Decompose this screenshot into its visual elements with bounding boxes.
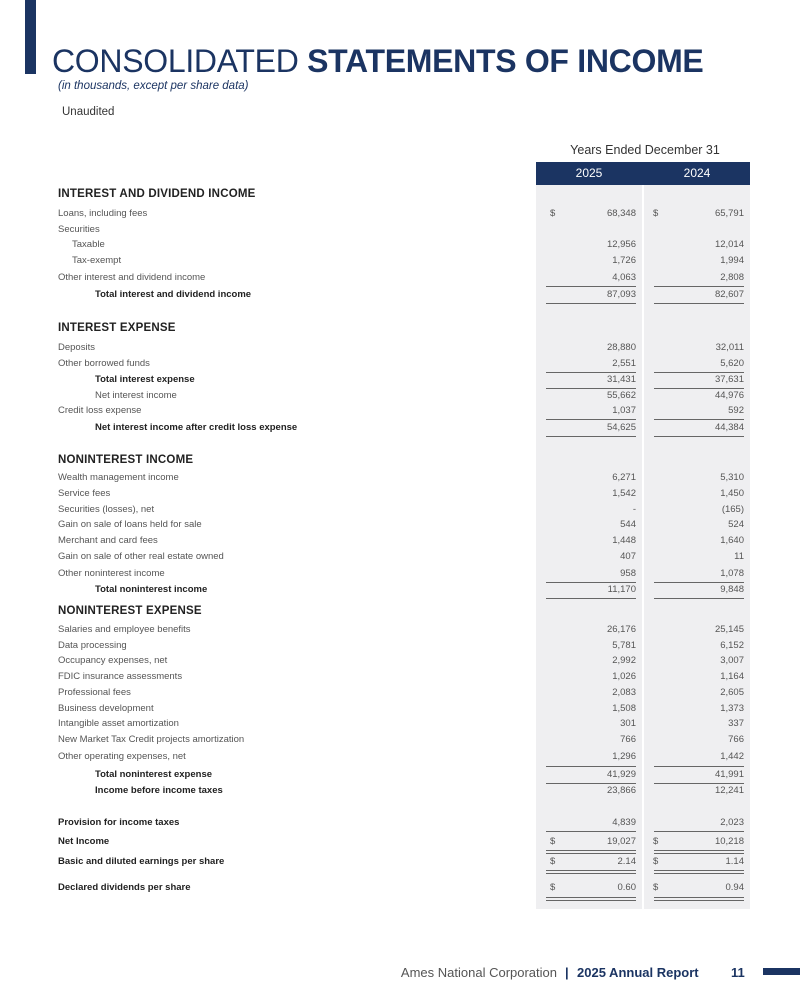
- table-row: [0, 470, 800, 486]
- row-label: New Market Tax Credit projects amortization: [58, 734, 245, 745]
- table-row: [0, 622, 800, 638]
- value-2025: 4,063: [612, 272, 636, 283]
- value-2024: 82,607: [714, 289, 744, 300]
- value-2025: 68,348: [606, 208, 636, 219]
- value-2024: 6,152: [720, 640, 744, 651]
- table-row: [0, 566, 800, 582]
- dollar-sign: $: [550, 856, 556, 867]
- value-2025: 1,508: [612, 703, 636, 714]
- value-2024: 11: [734, 551, 744, 562]
- value-2024: 524: [728, 519, 744, 530]
- row-label: Income before income taxes: [95, 785, 223, 796]
- table-row: [0, 206, 800, 222]
- subtotal-rule: [546, 831, 636, 832]
- row-label: Merchant and card fees: [58, 535, 158, 546]
- value-2024: 0.94: [725, 882, 744, 893]
- table-row: [0, 533, 800, 549]
- value-2024: 41,991: [714, 769, 744, 780]
- value-2024: 1,442: [720, 751, 744, 762]
- value-2025: 12,956: [606, 239, 636, 250]
- row-label: Securities (losses), net: [58, 504, 155, 515]
- table-row: [0, 685, 800, 701]
- double-rule: [546, 870, 636, 874]
- value-2025: 6,271: [612, 472, 636, 483]
- value-2024: 32,011: [715, 342, 744, 353]
- table-row: [0, 222, 800, 238]
- value-2025: 19,027: [606, 836, 636, 847]
- table-row: [0, 732, 800, 748]
- value-2024: 2,605: [720, 687, 744, 698]
- total-row: [0, 783, 800, 799]
- value-2025: 28,880: [606, 342, 636, 353]
- value-2025: 5,781: [612, 640, 636, 651]
- double-rule: [546, 897, 636, 901]
- row-label: Gain on sale of loans held for sale: [58, 519, 202, 530]
- total-row: [0, 372, 800, 388]
- row-label: Declared dividends per share: [58, 882, 191, 893]
- double-rule: [654, 897, 744, 901]
- dollar-sign: $: [550, 836, 556, 847]
- total-row: [0, 287, 800, 303]
- column-header-2024: 2024: [683, 166, 711, 180]
- value-2025: 2,083: [612, 687, 636, 698]
- value-2024: 2,023: [720, 817, 744, 828]
- row-label: Total interest expense: [95, 374, 195, 385]
- value-2024: 1,078: [720, 568, 744, 579]
- footer-separator: |: [565, 965, 569, 980]
- table-row: [0, 638, 800, 654]
- value-2025: 2,992: [612, 655, 636, 666]
- value-2025: 1,037: [612, 405, 636, 416]
- table-row: [0, 356, 800, 372]
- total-rule: [546, 303, 636, 304]
- value-2025: 958: [620, 568, 636, 579]
- section-heading: INTEREST AND DIVIDEND INCOME: [58, 188, 256, 200]
- table-row: [0, 517, 800, 533]
- row-label: Intangible asset amortization: [58, 718, 179, 729]
- row-label: Deposits: [58, 342, 95, 353]
- value-2024: 1,640: [720, 535, 744, 546]
- value-2025: 31,431: [606, 374, 636, 385]
- total-rule: [546, 598, 636, 599]
- row-label: Other interest and dividend income: [58, 272, 206, 283]
- table-row: [0, 270, 800, 286]
- value-2024: 3,007: [720, 655, 744, 666]
- table-row: [0, 253, 800, 269]
- page-number: 11: [731, 965, 745, 980]
- row-label: Other borrowed funds: [58, 358, 150, 369]
- value-2025: 2,551: [612, 358, 636, 369]
- table-row: [0, 388, 800, 404]
- row-label: Loans, including fees: [58, 208, 148, 219]
- value-2024: 25,145: [714, 624, 744, 635]
- value-2025: 41,929: [606, 769, 636, 780]
- value-2025: 2.14: [617, 856, 636, 867]
- row-label: Business development: [58, 703, 154, 714]
- table-row: [0, 854, 800, 870]
- row-label: Net interest income after credit loss expense: [95, 422, 298, 433]
- value-2025: 87,093: [606, 289, 636, 300]
- value-2024: 9,848: [720, 584, 744, 595]
- table-row: [0, 403, 800, 419]
- value-2025: 54,625: [606, 422, 636, 433]
- value-2024: 337: [728, 718, 744, 729]
- value-2024: 12,014: [714, 239, 744, 250]
- section-heading: NONINTEREST EXPENSE: [58, 605, 202, 617]
- table-row: [0, 716, 800, 732]
- row-label: Net interest income: [95, 390, 177, 401]
- value-2025: 23,866: [606, 785, 636, 796]
- value-2024: 37,631: [714, 374, 744, 385]
- section-heading: NONINTEREST INCOME: [58, 454, 194, 466]
- title-bold: STATEMENTS OF INCOME: [307, 43, 704, 79]
- value-2024: (165): [721, 504, 744, 515]
- value-2025: -: [632, 504, 636, 515]
- row-label: Provision for income taxes: [58, 817, 180, 828]
- row-label: Other noninterest income: [58, 568, 165, 579]
- value-2024: 1,164: [720, 671, 744, 682]
- value-2025: 1,026: [612, 671, 636, 682]
- column-header: [536, 162, 750, 185]
- table-row: [0, 815, 800, 831]
- subtotal-rule: [654, 831, 744, 832]
- value-2025: 1,296: [612, 751, 636, 762]
- value-2025: 1,542: [612, 488, 636, 499]
- value-2024: 1,373: [720, 703, 744, 714]
- row-label: Other operating expenses, net: [58, 751, 186, 762]
- value-2024: 5,310: [720, 472, 744, 483]
- page-title: [52, 43, 703, 79]
- table-row: [0, 701, 800, 717]
- page-footer: [0, 965, 800, 983]
- footer-company: Ames National Corporation: [400, 965, 557, 980]
- dollar-sign: $: [653, 882, 659, 893]
- value-2025: 1,726: [612, 255, 636, 266]
- row-label: Salaries and employee benefits: [58, 624, 191, 635]
- row-label: Total noninterest income: [95, 584, 208, 595]
- value-2024: 2,808: [720, 272, 744, 283]
- total-rule: [546, 436, 636, 437]
- table-row: [0, 653, 800, 669]
- table-row: [0, 549, 800, 565]
- table-row: [0, 749, 800, 765]
- value-2025: 26,176: [606, 624, 636, 635]
- dollar-sign: $: [550, 882, 556, 893]
- row-label: Securities: [58, 224, 100, 235]
- dollar-sign: $: [550, 208, 556, 219]
- value-2024: 5,620: [720, 358, 744, 369]
- footer-accent-bar: [763, 968, 800, 975]
- row-label: Professional fees: [58, 687, 131, 698]
- row-label: Basic and diluted earnings per share: [58, 856, 225, 867]
- row-label: FDIC insurance assessments: [58, 671, 183, 682]
- unaudited-label: Unaudited: [62, 106, 115, 118]
- section-heading: INTEREST EXPENSE: [58, 322, 176, 334]
- double-rule: [654, 870, 744, 874]
- value-2024: 1,994: [720, 255, 744, 266]
- row-label: Credit loss expense: [58, 405, 142, 416]
- value-2025: 766: [620, 734, 636, 745]
- total-row: [0, 834, 800, 850]
- row-label: Taxable: [72, 239, 105, 250]
- value-2025: 544: [620, 519, 636, 530]
- total-rule: [654, 303, 744, 304]
- table-row: [0, 880, 800, 896]
- title-accent-bar: [25, 0, 36, 74]
- value-2024: 766: [728, 734, 744, 745]
- row-label: Total interest and dividend income: [95, 289, 252, 300]
- value-2024: 44,976: [714, 390, 744, 401]
- table-row: [0, 486, 800, 502]
- row-label: Tax-exempt: [72, 255, 122, 266]
- value-2025: 55,662: [606, 390, 636, 401]
- dollar-sign: $: [653, 836, 659, 847]
- row-label: Net Income: [58, 836, 110, 847]
- value-2024: 44,384: [714, 422, 744, 433]
- row-label: Gain on sale of other real estate owned: [58, 551, 224, 562]
- value-2025: 4,839: [612, 817, 636, 828]
- total-rule: [654, 436, 744, 437]
- value-2024: 1.14: [725, 856, 744, 867]
- value-2025: 1,448: [612, 535, 636, 546]
- footer-report-title: 2025 Annual Report: [577, 965, 699, 980]
- value-2025: 11,170: [607, 584, 636, 595]
- value-2024: 65,791: [714, 208, 744, 219]
- units-note: (in thousands, except per share data): [58, 80, 249, 92]
- table-row: [0, 669, 800, 685]
- table-row: [0, 340, 800, 356]
- value-2025: 407: [620, 551, 636, 562]
- value-2025: 0.60: [617, 882, 636, 893]
- value-2024: 592: [728, 405, 744, 416]
- title-light: CONSOLIDATED: [52, 43, 299, 79]
- total-row: [0, 582, 800, 598]
- years-caption: Years Ended December 31: [570, 143, 720, 157]
- total-row: [0, 767, 800, 783]
- value-2024: 12,241: [714, 785, 744, 796]
- column-header-2025: 2025: [575, 166, 603, 180]
- row-label: Service fees: [58, 488, 111, 499]
- value-2024: 10,218: [714, 836, 744, 847]
- dollar-sign: $: [653, 208, 659, 219]
- row-label: Total noninterest expense: [95, 769, 213, 780]
- row-label: Data processing: [58, 640, 127, 651]
- dollar-sign: $: [653, 856, 659, 867]
- total-rule: [654, 598, 744, 599]
- table-row: [0, 502, 800, 518]
- table-row: [0, 237, 800, 253]
- row-label: Occupancy expenses, net: [58, 655, 168, 666]
- value-2025: 301: [620, 718, 636, 729]
- row-label: Wealth management income: [58, 472, 179, 483]
- total-row: [0, 420, 800, 436]
- value-2024: 1,450: [720, 488, 744, 499]
